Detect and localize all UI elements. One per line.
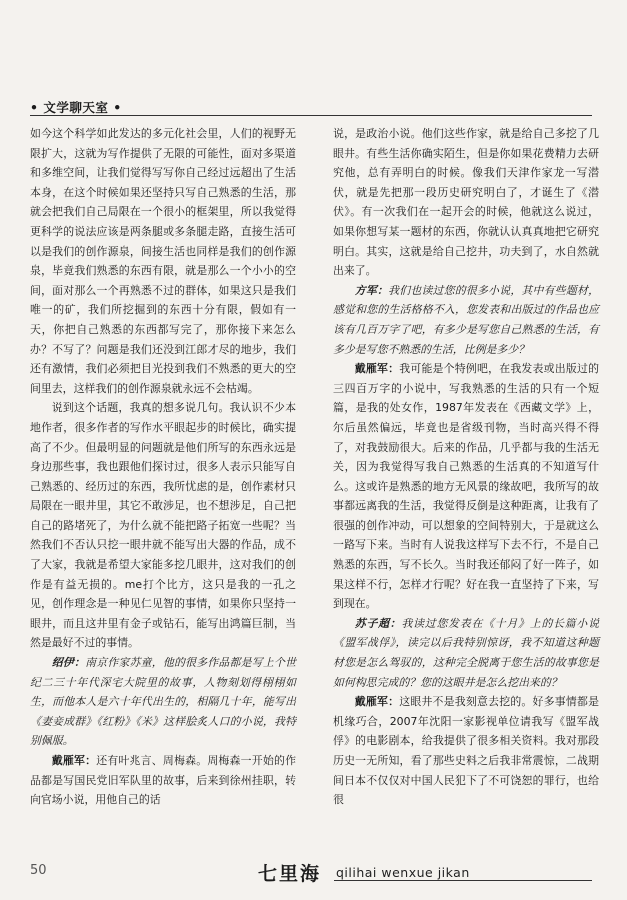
- paragraph-text: 这眼井不是我刻意去挖的。好多事情都是机缘巧合，2007年沈阳一家影视单位请我写《盟军战俘》的电影剧本，给我提供了很多相关资料。我对那段历史一无所知，看了那些史料之后我非常震惊，二战期间日本不仅仅对中国人民犯下了不可饶恕的罪行，也给很: [333, 695, 599, 807]
- right-column: [333, 124, 599, 810]
- paragraph: [333, 124, 599, 281]
- paragraph: [30, 751, 296, 810]
- paragraph-text: 说到这个话题，我真的想多说几句。我认识不少本地作者，很多作者的写作水平眼起步的时候比，确实提高了不少。但最明显的问题就是他们所写的东西永远是身边那些事，我也跟他们探讨过，很多人表示只能写自己熟悉的、经历过的东西，我所忧虑的是，创作素材只局限在一眼井里，其它不敢涉足，也不想涉足，自己把自己的路堵死了，为什么就不能把路子拓宽一些呢？当然我们不否认只挖一眼井就不能写出大器的作品，成不了大家，我就是希望大家能多挖几眼井，这对我们的创作是有益无损的。me打个比方，这只是我的一孔之见，创作理念是一种见仁见智的事情，如果你只坚持一眼井，而且这井里有金子或钻石，能写出鸿篇巨制，当然是最好不过的事情。: [30, 401, 296, 650]
- speaker-name: 方军：: [354, 283, 389, 297]
- speaker-name: 戴雁军：: [51, 754, 97, 767]
- paragraph-text: 还有叶兆言、周梅森。周梅森一开始的作品都是写国民党旧军队里的故事，后来到徐州挂职，转向官场小说，用他自己的话: [30, 754, 296, 807]
- paragraph: [30, 653, 296, 751]
- paragraph: [30, 398, 296, 653]
- paragraph-text: 南京作家苏童，他的很多作品都是写上个世纪二三十年代深宅大院里的故事，人物刻划得栩栩如生，而他本人是六十年代出生的，相隔几十年，能写出《妻妾成群》《红粉》《米》这样脍炙人口的小说，我特别佩服。: [30, 656, 296, 748]
- footer-rule: [334, 880, 592, 881]
- paragraph-text: 说，是政治小说。他们这些作家，就是给自己多挖了几眼井。有些生活你确实陌生，但是你如果花费精力去研究他，总有弄明白的时候。像我们天津作家龙一写潜伏，就是先把那一段历史研究明白了，才诞生了《潜伏》。有一次我们在一起开会的时候，他就这么说过，如果你想写某一题材的东西，你就认认真真地把它研究明白。其实，这就是给自己挖井，功夫到了，水自然就出来了。: [333, 127, 599, 278]
- paragraph-text: 我可能是个特例吧，在我发表或出版过的三四百万字的小说中，写我熟悉的生活的只有一个短篇，是我的处女作，1987年发表在《西藏文学》上，尔后虽然偏远，毕竟也是省级刊物，当时高兴得不得了，对我鼓励很大。后来的作品，几乎都与我的生活无关，因为我觉得写我自己熟悉的生活真的不知道写什么。这或许是熟悉的地方无风景的缘故吧，我所写的故事都远离我的生活，我觉得反倒是这种距离，让我有了很强的创作冲动，可以想象的空间特别大，于是就这么一路写下来。当时有人说我这样写下去不行，不是自己熟悉的东西，写不长久。当时我还郁闷了好一阵子，如果这样不行，怎样才行呢？好在我一直坚持了下来，写到现在。: [333, 362, 599, 611]
- speaker-name: 戴雁军：: [354, 362, 400, 376]
- paragraph-text: 我们也读过您的很多小说，其中有些题材，感觉和您的生活格格不入，您发表和出版过的作品也应该有几百万字了吧，有多少是写您自己熟悉的生活，有多少是写您不熟悉的生活，比例是多少？: [333, 283, 599, 356]
- page-number: 50: [30, 863, 47, 878]
- paragraph-text: 我读过您发表在《十月》上的长篇小说《盟军战俘》，读完以后我特别惊讶，我不知道这种题材您是怎么驾驭的，这种完全脱离于您生活的故事您是如何构思完成的？您的这眼井是怎么挖出来的？: [333, 616, 599, 689]
- paragraph: [333, 692, 599, 810]
- paragraph: [333, 281, 599, 359]
- paragraph: [333, 614, 599, 692]
- journal-logo-pinyin: qilihai wenxue jikan: [336, 865, 470, 880]
- header-rule: [30, 115, 592, 116]
- paragraph: [30, 124, 296, 398]
- left-column: [30, 124, 296, 810]
- page-footer: [30, 861, 592, 883]
- speaker-name: 戴雁军：: [354, 695, 400, 709]
- speaker-name: 绍伊：: [51, 656, 86, 670]
- section-header: • 文学聊天室 •: [30, 100, 122, 115]
- paragraph-text: 如今这个科学如此发达的多元化社会里，人们的视野无限扩大，这就为写作提供了无限的可能性，面对多渠道和多维空间，让我们觉得写写你自己经过远超出了生活本身，在这个时候如果还坚持只写自己熟悉的生活，那就会把我们自己局限在一个很小的框架里，所以我觉得更科学的说法应该是两条腿或多条腿走路，直接生活可以是我们的创作源泉，间接生活也同样是我们的创作源泉，毕竟我们熟悉的东西有限，就是那么一个小小的空间，面对那么一个再熟悉不过的群体，如果这只是我们唯一的矿，我们所挖掘到的东西十分有限，假如有一天，你把自己熟悉的东西都写完了，那你接下来怎么办？不写了？问题是我们还没到江郎才尽的地步，我们还有激情，我们必须把目光投到我们不熟悉的更大的空间里去，这样我们的创作源泉就永远不会枯竭。: [30, 127, 296, 395]
- journal-logo: 七里海: [258, 863, 322, 885]
- speaker-name: 苏子超：: [354, 616, 402, 630]
- paragraph: [333, 359, 599, 614]
